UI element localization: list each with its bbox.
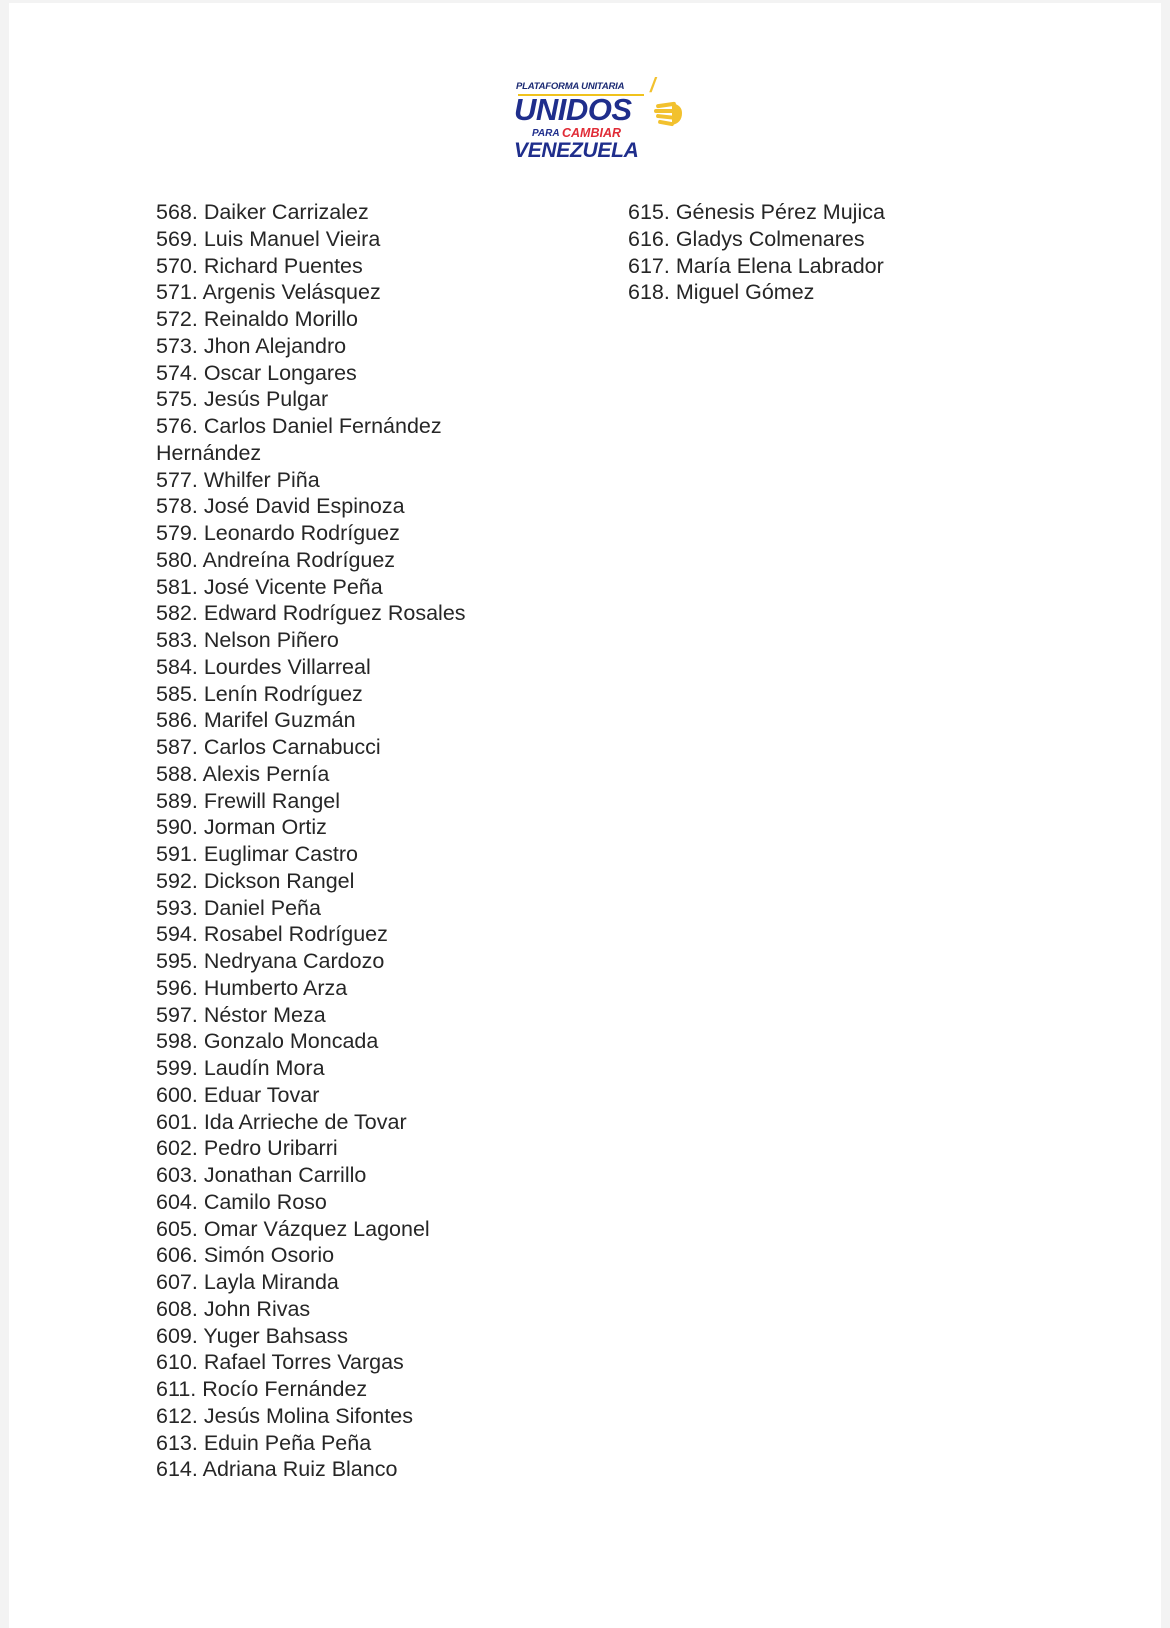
list-item: 608. John Rivas [156, 1296, 311, 1321]
list-item: 597. Néstor Meza [156, 1002, 326, 1027]
logo-platform-text: PLATAFORMA UNITARIA [516, 81, 625, 92]
list-item: 574. Oscar Longares [156, 360, 357, 385]
list-item: 610. Rafael Torres Vargas [156, 1350, 404, 1375]
list-item: 613. Eduin Peña Peña [156, 1430, 372, 1455]
list-item: 587. Carlos Carnabucci [156, 735, 381, 759]
list-item: 593. Daniel Peña [156, 895, 321, 920]
list-item: 588. Alexis Pernía [156, 761, 330, 786]
list-item: 570. Richard Puentes [156, 253, 363, 278]
list-item: 598. Gonzalo Moncada [156, 1029, 379, 1054]
list-item: 577. Whilfer Piña [156, 467, 320, 492]
list-item: 616. Gladys Colmenares [628, 226, 865, 251]
list-item: 603. Jonathan Carrillo [156, 1163, 367, 1187]
list-item: 618. Miguel Gómez [628, 280, 815, 305]
list-item: 584. Lourdes Villarreal [156, 654, 371, 679]
list-item: 578. José David Espinoza [156, 494, 405, 519]
logo-para-text: PARA [532, 128, 560, 139]
name-list-right-column [628, 199, 1028, 306]
list-item: 595. Nedryana Cardozo [156, 949, 385, 973]
list-item: 569. Luis Manuel Vieira [156, 226, 381, 251]
list-item: 617. María Elena Labrador [628, 253, 884, 278]
list-item: 604. Camilo Roso [156, 1189, 327, 1214]
list-item: 575. Jesús Pulgar [156, 387, 329, 412]
logo-cambiar-text: CAMBIAR [562, 126, 622, 140]
document-page [9, 3, 1161, 1628]
list-item: 609. Yuger Bahsass [156, 1323, 349, 1348]
list-item: 585. Lenín Rodríguez [156, 681, 363, 706]
list-item: 614. Adriana Ruiz Blanco [156, 1457, 398, 1482]
list-item: 615. Génesis Pérez Mujica [628, 200, 885, 224]
list-item: 579. Leonardo Rodríguez [156, 521, 400, 545]
list-item: 573. Jhon Alejandro [156, 333, 347, 358]
list-item: 611. Rocío Fernández [156, 1377, 368, 1401]
hand-icon [652, 95, 688, 131]
list-item: 583. Nelson Piñero [156, 628, 339, 652]
list-item: 605. Omar Vázquez Lagonel [156, 1216, 430, 1241]
logo-unidos-text: UNIDOS [514, 92, 632, 127]
list-item: 594. Rosabel Rodríguez [156, 922, 388, 947]
list-item: 576. Carlos Daniel Fernández Hernández [156, 414, 442, 465]
list-item: 596. Humberto Arza [156, 975, 348, 1000]
name-list-left-column [156, 199, 516, 1483]
list-item: 582. Edward Rodríguez Rosales [156, 601, 466, 626]
list-item: 606. Simón Osorio [156, 1243, 335, 1268]
list-item: 592. Dickson Rangel [156, 868, 355, 893]
unidos-logo [516, 77, 686, 167]
list-item: 600. Eduar Tovar [156, 1082, 320, 1107]
list-item: 602. Pedro Uribarri [156, 1136, 338, 1161]
list-item: 590. Jorman Ortiz [156, 815, 327, 840]
list-item: 580. Andreína Rodríguez [156, 547, 396, 572]
list-item: 612. Jesús Molina Sifontes [156, 1403, 413, 1428]
list-item: 607. Layla Miranda [156, 1270, 339, 1294]
list-item: 572. Reinaldo Morillo [156, 307, 358, 331]
logo-slash-mark: / [650, 75, 656, 97]
list-item: 601. Ida Arrieche de Tovar [156, 1109, 407, 1134]
list-item: 589. Frewill Rangel [156, 788, 341, 813]
list-item: 568. Daiker Carrizalez [156, 200, 369, 224]
list-item: 599. Laudín Mora [156, 1056, 325, 1080]
list-item: 586. Marifel Guzmán [156, 708, 356, 733]
list-item: 571. Argenis Velásquez [156, 280, 381, 305]
list-item: 591. Euglimar Castro [156, 842, 358, 866]
list-item: 581. José Vicente Peña [156, 574, 383, 599]
logo-venezuela-text: VENEZUELA [514, 139, 639, 162]
